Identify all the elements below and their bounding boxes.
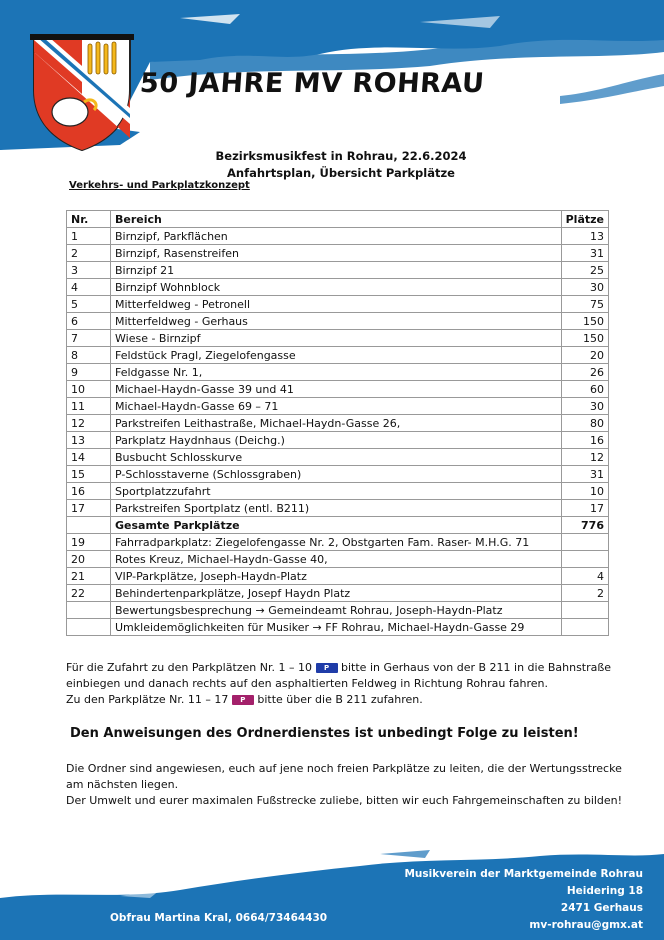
row-nr: 8	[67, 347, 111, 364]
row-plaetze: 26	[561, 364, 608, 381]
table-row	[67, 381, 609, 398]
total-value: 776	[561, 517, 608, 534]
row-nr: 6	[67, 313, 111, 330]
row-bereich: Michael-Haydn-Gasse 69 – 71	[111, 398, 562, 415]
table-row	[67, 228, 609, 245]
footer-contact: Obfrau Martina Kral, 0664/73464430	[110, 912, 328, 924]
row-plaetze	[561, 534, 608, 551]
row-plaetze: 30	[561, 279, 608, 296]
table-row	[67, 313, 609, 330]
row-plaetze: 13	[561, 228, 608, 245]
row-bereich: Birnzipf 21	[111, 262, 562, 279]
row-plaetze: 16	[561, 432, 608, 449]
row-bereich: Feldstück Pragl, Ziegelofengasse	[111, 347, 562, 364]
row-bereich: Fahrradparkplatz: Ziegelofengasse Nr. 2, Obstgarten Fam. Raser- M.H.G. 71	[111, 534, 562, 551]
info-text: Bewertungsbesprechung → Gemeindeamt Rohrau, Joseph-Haydn-Platz	[111, 602, 562, 619]
row-nr: 9	[67, 364, 111, 381]
header-nr: Nr.	[67, 211, 111, 228]
row-bereich: P-Schlosstaverne (Schlossgraben)	[111, 466, 562, 483]
row-plaetze: 150	[561, 313, 608, 330]
row-plaetze: 4	[561, 568, 608, 585]
row-nr: 19	[67, 534, 111, 551]
instructions-line-2: am nächsten liegen.	[66, 778, 179, 791]
total-label: Gesamte Parkplätze	[111, 517, 562, 534]
parking-table	[66, 210, 609, 636]
info-nr	[67, 602, 111, 619]
row-bereich: Parkplatz Haydnhaus (Deichg.)	[111, 432, 562, 449]
row-nr: 10	[67, 381, 111, 398]
row-plaetze: 10	[561, 483, 608, 500]
row-nr: 16	[67, 483, 111, 500]
rohrau-coat-of-arms-icon	[30, 30, 134, 152]
access-text-3b: bitte über die B 211 zufahren.	[257, 693, 423, 706]
footer-address	[404, 866, 643, 934]
table-row	[67, 483, 609, 500]
table-row	[67, 534, 609, 551]
row-bereich: Behindertenparkplätze, Josepf Haydn Platz	[111, 585, 562, 602]
info-plaetze	[561, 619, 608, 636]
table-row	[67, 262, 609, 279]
total-nr	[67, 517, 111, 534]
footer-email[interactable]: mv-rohrau@gmx.at	[529, 919, 643, 931]
row-nr: 5	[67, 296, 111, 313]
row-nr: 17	[67, 500, 111, 517]
access-line-1	[66, 660, 626, 676]
row-nr: 13	[67, 432, 111, 449]
row-bereich: Feldgasse Nr. 1,	[111, 364, 562, 381]
table-header-row	[67, 211, 609, 228]
table-row	[67, 585, 609, 602]
access-text-1b: bitte in Gerhaus von der B 211 in die Bahnstraße	[341, 661, 612, 674]
total-row	[67, 517, 609, 534]
row-nr: 4	[67, 279, 111, 296]
row-bereich: Birnzipf, Parkflächen	[111, 228, 562, 245]
table-row	[67, 364, 609, 381]
row-plaetze: 80	[561, 415, 608, 432]
page-title	[0, 148, 664, 182]
row-nr: 14	[67, 449, 111, 466]
row-plaetze: 20	[561, 347, 608, 364]
instructions-line-1: Die Ordner sind angewiesen, euch auf jene noch freien Parkplätze zu leiten, die der Wertungsstrecke	[66, 762, 622, 775]
table-row	[67, 279, 609, 296]
row-plaetze: 12	[561, 449, 608, 466]
row-nr: 7	[67, 330, 111, 347]
plan-subtitle: Anfahrtsplan, Übersicht Parkplätze	[226, 166, 455, 180]
instructions-line-3: Der Umwelt und eurer maximalen Fußstrecke zuliebe, bitten wir euch Fahrgemeinschaften zu bilden!	[66, 794, 623, 807]
access-line-3	[66, 692, 626, 708]
row-plaetze: 25	[561, 262, 608, 279]
row-plaetze: 17	[561, 500, 608, 517]
footer-street: Heidering 18	[566, 885, 643, 897]
row-nr: 20	[67, 551, 111, 568]
row-nr: 3	[67, 262, 111, 279]
row-nr: 21	[67, 568, 111, 585]
row-nr: 2	[67, 245, 111, 262]
warning-heading: Den Anweisungen des Ordnerdienstes ist unbedingt Folge zu leisten!	[70, 726, 579, 741]
event-title: Bezirksmusikfest in Rohrau, 22.6.2024	[215, 149, 467, 163]
row-nr: 22	[67, 585, 111, 602]
info-nr	[67, 619, 111, 636]
row-bereich: Rotes Kreuz, Michael-Haydn-Gasse 40,	[111, 551, 562, 568]
row-bereich: Parkstreifen Sportplatz (entl. B211)	[111, 500, 562, 517]
table-row	[67, 466, 609, 483]
row-bereich: Mitterfeldweg - Petronell	[111, 296, 562, 313]
row-bereich: Busbucht Schlosskurve	[111, 449, 562, 466]
header-plaetze: Plätze	[561, 211, 608, 228]
row-plaetze: 60	[561, 381, 608, 398]
row-nr: 1	[67, 228, 111, 245]
table-row	[67, 347, 609, 364]
table-row	[67, 551, 609, 568]
table-row	[67, 568, 609, 585]
info-plaetze	[561, 602, 608, 619]
info-row	[67, 619, 609, 636]
table-row	[67, 245, 609, 262]
row-plaetze	[561, 551, 608, 568]
table-row	[67, 449, 609, 466]
row-bereich: Birnzipf, Rasenstreifen	[111, 245, 562, 262]
table-row	[67, 330, 609, 347]
row-plaetze: 31	[561, 245, 608, 262]
parking-p-icon-purple: P	[232, 695, 254, 705]
instructions-paragraph	[66, 761, 626, 809]
row-nr: 12	[67, 415, 111, 432]
row-nr: 15	[67, 466, 111, 483]
access-line-2: einbiegen und danach rechts auf den asphaltierten Feldweg in Richtung Rohrau fahren.	[66, 677, 548, 690]
table-row	[67, 398, 609, 415]
row-bereich: Birnzipf Wohnblock	[111, 279, 562, 296]
row-bereich: Sportplatzzufahrt	[111, 483, 562, 500]
access-paragraph	[66, 660, 626, 708]
access-text-1a: Für die Zufahrt zu den Parkplätzen Nr. 1 – 10	[66, 661, 313, 674]
access-text-3a: Zu den Parkplätze Nr. 11 – 17	[66, 693, 229, 706]
concept-label: Verkehrs- und Parkplatzkonzept	[69, 180, 250, 191]
parking-p-icon-blue: P	[316, 663, 338, 673]
row-nr: 11	[67, 398, 111, 415]
footer-org: Musikverein der Marktgemeinde Rohrau	[404, 868, 643, 880]
row-bereich: Parkstreifen Leithastraße, Michael-Haydn-Gasse 26,	[111, 415, 562, 432]
info-text: Umkleidemöglichkeiten für Musiker → FF Rohrau, Michael-Haydn-Gasse 29	[111, 619, 562, 636]
header-bereich: Bereich	[111, 211, 562, 228]
row-bereich: VIP-Parkplätze, Joseph-Haydn-Platz	[111, 568, 562, 585]
table-row	[67, 500, 609, 517]
row-bereich: Wiese - Birnzipf	[111, 330, 562, 347]
row-plaetze: 30	[561, 398, 608, 415]
table-row	[67, 296, 609, 313]
row-plaetze: 150	[561, 330, 608, 347]
table-row	[67, 432, 609, 449]
banner-title: 50 JAHRE MV ROHRAU	[138, 68, 486, 99]
row-plaetze: 75	[561, 296, 608, 313]
row-plaetze: 2	[561, 585, 608, 602]
row-bereich: Michael-Haydn-Gasse 39 und 41	[111, 381, 562, 398]
row-plaetze: 31	[561, 466, 608, 483]
table-row	[67, 415, 609, 432]
info-row	[67, 602, 609, 619]
footer-city: 2471 Gerhaus	[560, 902, 643, 914]
row-bereich: Mitterfeldweg - Gerhaus	[111, 313, 562, 330]
